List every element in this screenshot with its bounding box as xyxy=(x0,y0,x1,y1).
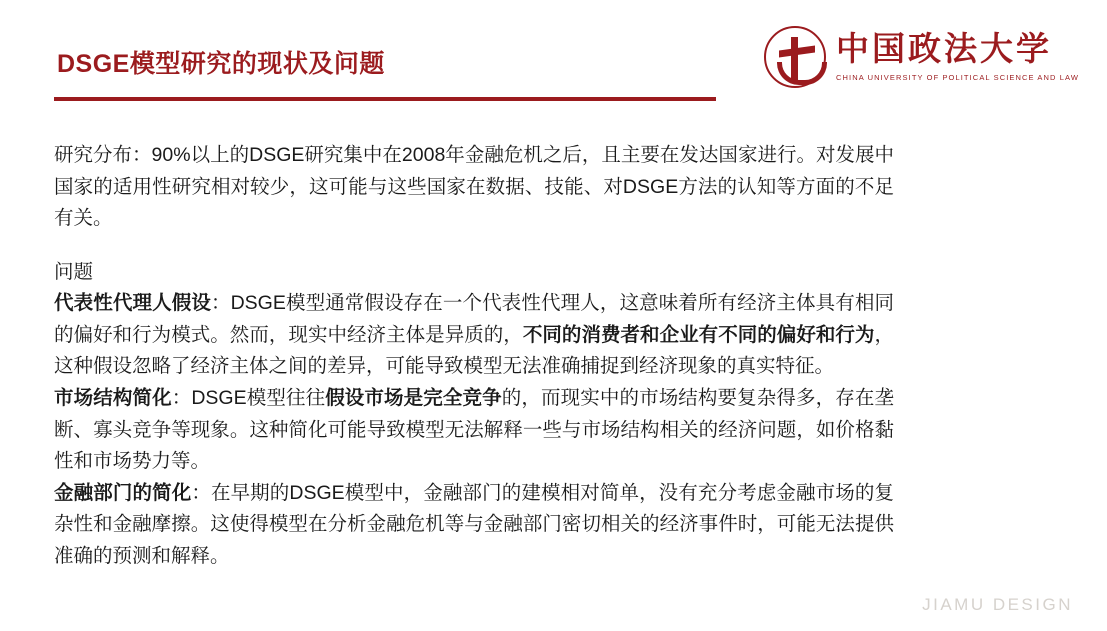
research-distribution-paragraph: 研究分布：90%以上的DSGE研究集中在2008年金融危机之后，且主要在发达国家进行。对发展中国家的适用性研究相对较少，这可能与这些国家在数据、技能、对DSGE方法的认知等方面的不足有关。 xyxy=(54,144,894,230)
cupl-seal-icon xyxy=(764,26,826,88)
logo-english-name: CHINA UNIVERSITY OF POLITICAL SCIENCE AND LAW xyxy=(835,72,1079,82)
logo-text xyxy=(836,32,1079,81)
slide-body xyxy=(54,140,894,573)
design-watermark: JIAMU DESIGN xyxy=(922,595,1073,614)
title-underline-rule xyxy=(54,97,716,101)
issue-item-1: 代表性代理人假设：DSGE模型通常假设存在一个代表性代理人，这意味着所有经济主体具有相同的偏好和行为模式。然而，现实中经济主体是异质的，不同的消费者和企业有不同的偏好和行为，这种假设忽略了经济主体之间的差异，可能导致模型无法准确捕捉到经济现象的真实特征。 xyxy=(54,292,894,378)
slide-header xyxy=(0,0,1107,108)
issues-label: 问题 xyxy=(54,260,94,283)
issue-item-3: 金融部门的简化：在早期的DSGE模型中，金融部门的建模相对简单，没有充分考虑金融市场的复杂性和金融摩擦。这使得模型在分析金融危机等与金融部门密切相关的经济事件时，可能无法提供准确的预测和解释。 xyxy=(54,481,894,567)
paragraph-spacer xyxy=(54,235,894,257)
issue-item-2: 市场结构简化：DSGE模型往往假设市场是完全竞争的，而现实中的市场结构要复杂得多，存在垄断、寡头竞争等现象。这种简化可能导致模型无法解释一些与市场结构相关的经济问题，如价格黏性和市场势力等。 xyxy=(54,387,894,473)
page-title: DSGE模型研究的现状及问题 xyxy=(57,50,385,78)
logo-chinese-name: 中国政法大学 xyxy=(835,32,1052,69)
university-logo xyxy=(764,26,1079,88)
